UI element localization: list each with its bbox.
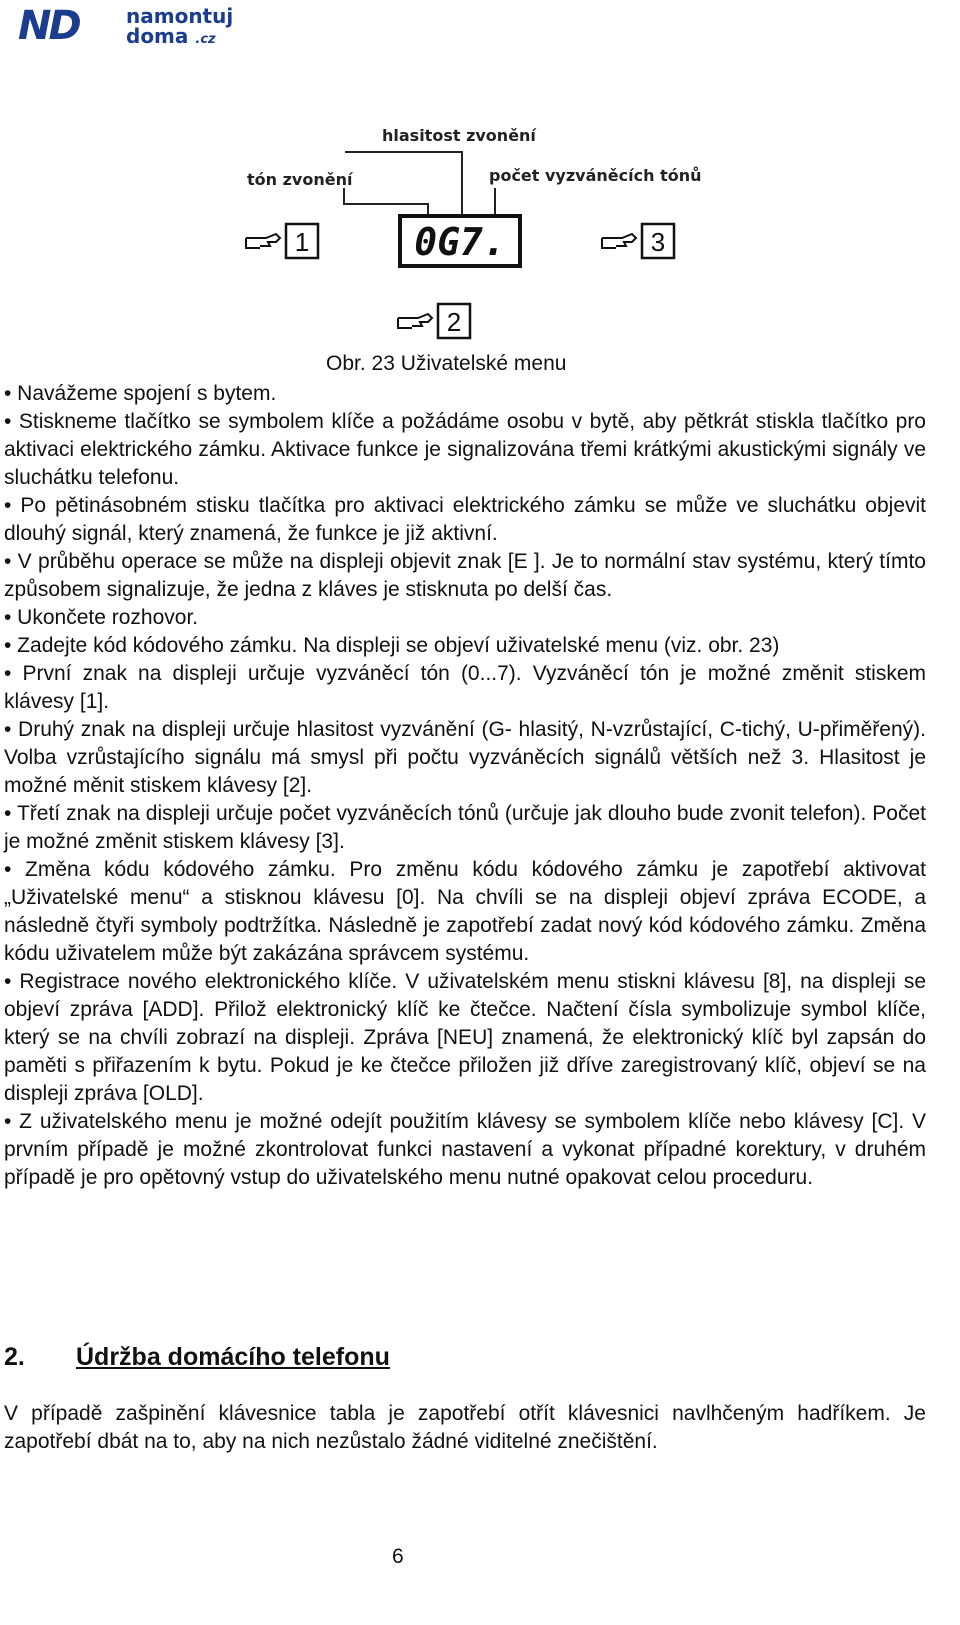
section-heading (4, 1343, 390, 1372)
label-ring-count: počet vyzváněcích tónů (489, 166, 702, 185)
paragraph: • V průběhu operace se může na displeji objevit znak [E ]. Je to normální stav systému, který tímto způsobem signalizuje, že jedna z kláves je stisknuta po delší čas. (4, 550, 926, 601)
key-3-label: 3 (650, 227, 666, 257)
hand-pointer-icon (602, 234, 636, 248)
paragraph: • Změna kódu kódového zámku. Pro změnu kódu kódového zámku je zapotřebí aktivovat „Uživatelské menu“ a stisknou klávesu [0]. Na chvíli se na displeji objeví zpráva ECODE, a následně čtyři symboly podtržítka. Následně je zapotřebí zadat nový kód kódového zámku. Změna kódu uživatelem může být zakázána správcem systému. (4, 858, 926, 965)
paragraph: • Z uživatelského menu je možné odejít použitím klávesy se symbolem klíče nebo klávesy [C]. V prvním případě je možné zkontrolovat funkci nastavení a vykonat případné korektury, v druhém případě je pro opětovný vstup do uživatelského menu nutné opakovat celou proceduru. (4, 1110, 926, 1189)
label-ring-tone: tón zvonění (247, 170, 353, 189)
leader-lines (344, 152, 495, 216)
key-2-label: 2 (446, 307, 462, 337)
paragraph: • Ukončete rozhovor. (4, 606, 199, 629)
paragraph: • Zadejte kód kódového zámku. Na displeji se objeví uživatelské menu (viz. obr. 23) (4, 634, 780, 657)
logo-line2-text: doma (126, 24, 189, 48)
section-number: 2. (4, 1343, 25, 1371)
figure-caption: Obr. 23 Uživatelské menu (326, 352, 567, 375)
section-title: Údržba domácího telefonu (76, 1343, 390, 1371)
paragraph: • Třetí znak na displeji určuje počet vyzváněcích tónů (určuje jak dlouho bude zvonit telefon). Počet je možné změnit stiskem klávesy [3]. (4, 802, 926, 853)
logo-mark: ND (18, 3, 79, 49)
paragraph: • Stiskneme tlačítko se symbolem klíče a požádáme osobu v bytě, aby pětkrát stiskla tlačítko pro aktivaci elektrického zámku. Aktivace funkce je signalizována třemi krátkými akustickými signály ve sluchátku telefonu. (4, 410, 926, 489)
lcd-value: 0G7. (414, 220, 506, 264)
paragraph: • Navážeme spojení s bytem. (4, 382, 277, 405)
user-menu-figure (240, 120, 720, 350)
paragraph: • Druhý znak na displeji určuje hlasitost vyzvánění (G- hlasitý, N-vzrůstající, C-tichý, U-přiměřený). Volba vzrůstajícího signálu má smysl při počtu vyzváněcích signálů větších než 3. Hlasitost je možné měnit stiskem klávesy [2]. (4, 718, 926, 797)
hand-pointer-icon (398, 314, 432, 328)
paragraph: • První znak na displeji určuje vyzváněcí tón (0...7). Vyzváněcí tón je možné změnit stiskem klávesy [1]. (4, 662, 926, 713)
instructions-body (4, 380, 926, 1192)
maintenance-paragraph: V případě zašpinění klávesnice tabla je zapotřebí otřít klávesnici navlhčeným hadříkem. Je zapotřebí dbát na to, aby na nich nezůstalo žádné viditelné znečištění. (4, 1402, 926, 1453)
page-number: 6 (392, 1545, 404, 1568)
logo-domain: .cz (195, 32, 216, 47)
logo-line2 (126, 26, 216, 50)
paragraph: • Po pětinásobném stisku tlačítka pro aktivaci elektrického zámku se může ve sluchátku objevit dlouhý signál, který znamená, že funkce je již aktivní. (4, 494, 926, 545)
hand-pointer-icon (246, 234, 280, 248)
site-logo (18, 3, 288, 49)
figure-diagram (240, 120, 720, 350)
logo-line1: namontuj (126, 4, 234, 28)
key-1-label: 1 (294, 227, 310, 257)
label-ring-volume: hlasitost zvonění (382, 126, 536, 145)
paragraph: • Registrace nového elektronického klíče. V uživatelském menu stiskni klávesu [8], na displeji se objeví zpráva [ADD]. Přilož elektronický klíč ke čtečce. Načtení čísla symbolizuje symbol klíče, který se na chvíli zobrazí na displeji. Zpráva [NEU] znamená, že elektronický klíč byl zapsán do paměti s přiřazením k bytu. Pokud je ke čtečce přiložen již dříve zaregistrovaný klíč, objeví se na displeji zpráva [OLD]. (4, 970, 926, 1105)
